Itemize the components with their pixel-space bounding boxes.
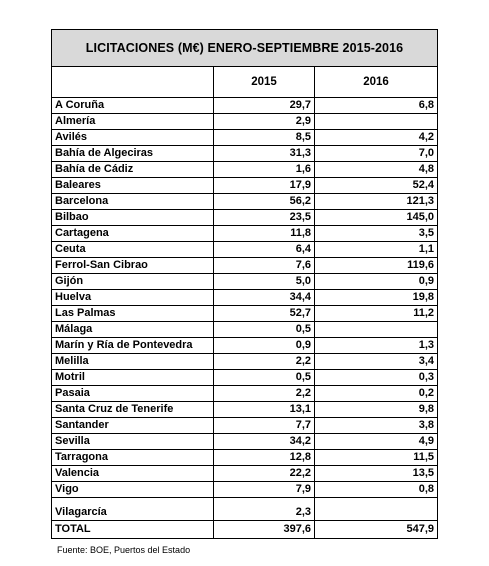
table-title-row — [52, 30, 438, 67]
cell-2015: 34,4 — [214, 290, 315, 306]
cell-port: Huelva — [52, 290, 214, 306]
header-port — [52, 67, 214, 98]
cell-port: Santa Cruz de Tenerife — [52, 402, 214, 418]
cell-port: Cartagena — [52, 226, 214, 242]
source-note: Fuente: BOE, Puertos del Estado — [57, 545, 191, 555]
table-row — [52, 226, 438, 242]
cell-2016: 1,3 — [315, 338, 438, 354]
cell-port: Valencia — [52, 466, 214, 482]
table-row — [52, 466, 438, 482]
cell-2016: 0,9 — [315, 274, 438, 290]
cell-2016: 119,6 — [315, 258, 438, 274]
table-row — [52, 450, 438, 466]
cell-2015: 2,2 — [214, 354, 315, 370]
cell-port: Ceuta — [52, 242, 214, 258]
table-row — [52, 418, 438, 434]
cell-port: Avilés — [52, 130, 214, 146]
cell-2016 — [315, 322, 438, 338]
cell-2015: 2,2 — [214, 386, 315, 402]
cell-2015: 2,3 — [214, 498, 315, 521]
cell-2015: 29,7 — [214, 98, 315, 114]
table-row — [52, 98, 438, 114]
table-header-row — [52, 67, 438, 98]
cell-2015: 7,6 — [214, 258, 315, 274]
cell-2015: 8,5 — [214, 130, 315, 146]
cell-2015: 6,4 — [214, 242, 315, 258]
table-row — [52, 354, 438, 370]
table-row — [52, 274, 438, 290]
cell-2015: 1,6 — [214, 162, 315, 178]
cell-port: Sevilla — [52, 434, 214, 450]
cell-2016: 121,3 — [315, 194, 438, 210]
cell-2016: 11,5 — [315, 450, 438, 466]
cell-port: Vigo — [52, 482, 214, 498]
table-row — [52, 322, 438, 338]
cell-port: Gijón — [52, 274, 214, 290]
cell-2015: 34,2 — [214, 434, 315, 450]
cell-2015: 11,8 — [214, 226, 315, 242]
cell-2016 — [315, 114, 438, 130]
cell-2016: 145,0 — [315, 210, 438, 226]
cell-2015: 17,9 — [214, 178, 315, 194]
cell-2015: 13,1 — [214, 402, 315, 418]
table-row — [52, 146, 438, 162]
cell-2016 — [315, 498, 438, 521]
table-row — [52, 242, 438, 258]
cell-2016: 4,9 — [315, 434, 438, 450]
cell-2016: 3,4 — [315, 354, 438, 370]
cell-2016: 3,8 — [315, 418, 438, 434]
cell-2015: 2,9 — [214, 114, 315, 130]
cell-2015: 56,2 — [214, 194, 315, 210]
cell-2016: 0,8 — [315, 482, 438, 498]
cell-2016: 19,8 — [315, 290, 438, 306]
cell-port: Melilla — [52, 354, 214, 370]
table-row — [52, 402, 438, 418]
cell-port: Motril — [52, 370, 214, 386]
cell-total-2016: 547,9 — [315, 521, 438, 539]
table-title: LICITACIONES (M€) ENERO-SEPTIEMBRE 2015-2016 — [52, 30, 438, 67]
cell-2016: 0,2 — [315, 386, 438, 402]
cell-port: A Coruña — [52, 98, 214, 114]
cell-port: Las Palmas — [52, 306, 214, 322]
cell-2015: 22,2 — [214, 466, 315, 482]
cell-total-2015: 397,6 — [214, 521, 315, 539]
table-row — [52, 482, 438, 498]
table-row — [52, 130, 438, 146]
table-row — [52, 114, 438, 130]
cell-port: Tarragona — [52, 450, 214, 466]
cell-2016: 4,8 — [315, 162, 438, 178]
cell-total-label: TOTAL — [52, 521, 214, 539]
cell-2015: 23,5 — [214, 210, 315, 226]
cell-2015: 12,8 — [214, 450, 315, 466]
cell-port: Baleares — [52, 178, 214, 194]
cell-2016: 13,5 — [315, 466, 438, 482]
cell-2015: 7,7 — [214, 418, 315, 434]
cell-2016: 4,2 — [315, 130, 438, 146]
cell-2015: 0,5 — [214, 322, 315, 338]
cell-2015: 7,9 — [214, 482, 315, 498]
cell-2016: 1,1 — [315, 242, 438, 258]
table-row — [52, 498, 438, 521]
table-row — [52, 434, 438, 450]
cell-2016: 52,4 — [315, 178, 438, 194]
cell-port: Bilbao — [52, 210, 214, 226]
cell-port: Almería — [52, 114, 214, 130]
table-row — [52, 290, 438, 306]
cell-2015: 5,0 — [214, 274, 315, 290]
cell-port: Bahía de Algeciras — [52, 146, 214, 162]
table-row — [52, 210, 438, 226]
table-row — [52, 178, 438, 194]
cell-2015: 52,7 — [214, 306, 315, 322]
table-row — [52, 162, 438, 178]
cell-2015: 0,5 — [214, 370, 315, 386]
table-row — [52, 370, 438, 386]
cell-port: Ferrol-San Cibrao — [52, 258, 214, 274]
cell-port: Málaga — [52, 322, 214, 338]
cell-port: Vilagarcía — [52, 498, 214, 521]
cell-2016: 7,0 — [315, 146, 438, 162]
cell-2016: 9,8 — [315, 402, 438, 418]
licitaciones-table — [51, 29, 438, 539]
table-row — [52, 258, 438, 274]
header-2015: 2015 — [214, 67, 315, 98]
table-body — [52, 30, 438, 539]
cell-port: Pasaia — [52, 386, 214, 402]
table-row — [52, 306, 438, 322]
cell-port: Bahía de Cádiz — [52, 162, 214, 178]
licitaciones-table-container — [51, 29, 437, 539]
cell-2015: 31,3 — [214, 146, 315, 162]
table-row — [52, 194, 438, 210]
table-row — [52, 386, 438, 402]
cell-port: Marín y Ría de Pontevedra — [52, 338, 214, 354]
cell-port: Santander — [52, 418, 214, 434]
cell-port: Barcelona — [52, 194, 214, 210]
table-total-row — [52, 521, 438, 539]
cell-2016: 0,3 — [315, 370, 438, 386]
cell-2015: 0,9 — [214, 338, 315, 354]
header-2016: 2016 — [315, 67, 438, 98]
cell-2016: 11,2 — [315, 306, 438, 322]
cell-2016: 6,8 — [315, 98, 438, 114]
cell-2016: 3,5 — [315, 226, 438, 242]
table-row — [52, 338, 438, 354]
